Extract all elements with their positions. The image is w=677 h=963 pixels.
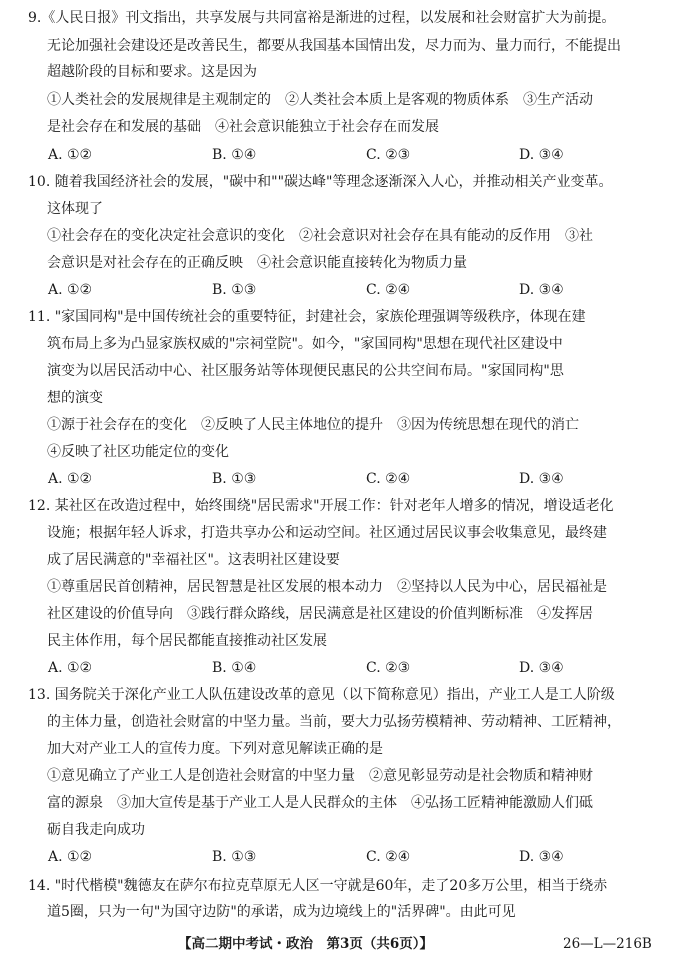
question-11-option: D. ③④ [519, 471, 564, 487]
question-11-line: 想的演变 [47, 390, 103, 406]
question-12-option: A. ①② [48, 660, 93, 676]
question-9-option: D. ③④ [519, 147, 564, 163]
question-9-line: 9.《人民日报》刊文指出，共享发展与共同富裕是渐进的过程，以发展和社会财富扩大为前提。 [28, 10, 616, 26]
question-11-option: B. ①③ [212, 471, 257, 487]
question-14-line: 道5圈，只为一句"为国守边防"的承诺，成为边境线上的"活界碑"。由此可见 [47, 904, 516, 920]
question-13-line: 加大对产业工人的宣传力度。下列对意见解读正确的是 [47, 741, 383, 757]
question-12-option: D. ③④ [519, 660, 564, 676]
question-9-line: ①人类社会的发展规律是主观制定的 ②人类社会本质上是客观的物质体系 ③生产活动 [47, 92, 593, 108]
question-13-line: ①意见确立了产业工人是创造社会财富的中坚力量 ②意见彰显劳动是社会物质和精神财 [47, 768, 593, 784]
question-11-line: ①源于社会存在的变化 ②反映了人民主体地位的提升 ③因为传统思想在现代的消亡 [47, 417, 579, 433]
question-14-line: 14. "时代楷模"魏德友在萨尔布拉克草原无人区一守就是60年，走了20多万公里，相当于绕赤 [28, 878, 608, 894]
question-12-line: 成了居民满意的"幸福社区"。这表明社区建设要 [47, 552, 340, 568]
question-10-line: 10. 随着我国经济社会的发展，"碳中和""碳达峰"等理念逐渐深入人心，并推动相关产业变革。 [28, 174, 613, 190]
question-9-option: B. ①④ [212, 147, 257, 163]
question-10-line: 这体现了 [47, 201, 103, 217]
question-12-line: 社区建设的价值导向 ③践行群众路线，居民满意是社区建设的价值判断标准 ④发挥居 [47, 606, 593, 622]
page-footer-code: 26—L—216B [563, 936, 652, 952]
question-13-line: 富的源泉 ③加大宣传是基于产业工人是人民群众的主体 ④弘扬工匠精神能激励人们砥 [47, 795, 593, 811]
question-10-option: B. ①③ [212, 282, 257, 298]
question-11-option: A. ①② [48, 471, 93, 487]
question-10-line: ①社会存在的变化决定社会意识的变化 ②社会意识对社会存在具有能动的反作用 ③社 [47, 228, 593, 244]
question-12-line: 民主体作用，每个居民都能直接推动社区发展 [47, 633, 327, 649]
question-12-option: C. ②③ [366, 660, 411, 676]
question-13-option: C. ②④ [366, 849, 411, 865]
question-9-line: 超越阶段的目标和要求。这是因为 [47, 64, 257, 80]
question-11-line: 筑布局上多为凸显家族权威的"宗祠堂院"。如今，"家国同构"思想在现代社区建设中 [47, 336, 563, 352]
question-13-line: 砺自我走向成功 [47, 822, 145, 838]
question-10-option: D. ③④ [519, 282, 564, 298]
question-10-line: 会意识是对社会存在的正确反映 ④社会意识能直接转化为物质力量 [47, 255, 467, 271]
question-13-line: 的主体力量，创造社会财富的中坚力量。当前，要大力弘扬劳模精神、劳动精神、工匠精神， [47, 714, 621, 730]
question-9-line: 是社会存在和发展的基础 ④社会意识能独立于社会存在而发展 [47, 119, 439, 135]
question-9-option: A. ①② [48, 147, 93, 163]
question-13-option: D. ③④ [519, 849, 564, 865]
question-11-line: ④反映了社区功能定位的变化 [47, 444, 229, 460]
question-12-line: 设施；根据年轻人诉求，打造共享办公和运动空间。社区通过居民议事会收集意见，最终建 [47, 525, 607, 541]
question-11-line: 11. "家国同构"是中国传统社会的重要特征，封建社会，家族伦理强调等级秩序，体现在建 [28, 309, 586, 325]
question-10-option: C. ②④ [366, 282, 411, 298]
question-9-option: C. ②③ [366, 147, 411, 163]
question-13-line: 13. 国务院关于深化产业工人队伍建设改革的意见（以下简称意见）指出，产业工人是工人阶级 [28, 687, 615, 703]
question-13-option: B. ①③ [212, 849, 257, 865]
question-12-line: 12. 某社区在改造过程中，始终围绕"居民需求"开展工作：针对老年人增多的情况，增设适老化 [28, 498, 614, 514]
question-11-line: 演变为以居民活动中心、社区服务站等体现便民惠民的公共空间布局。"家国同构"思 [47, 363, 564, 379]
question-11-option: C. ②④ [366, 471, 411, 487]
question-12-option: B. ①④ [212, 660, 257, 676]
question-9-line: 无论加强社会建设还是改善民生，都要从我国基本国情出发，尽力而为、量力而行，不能提出 [47, 38, 621, 54]
question-10-option: A. ①② [48, 282, 93, 298]
question-12-line: ①尊重居民首创精神，居民智慧是社区发展的根本动力 ②坚持以人民为中心，居民福祉是 [47, 579, 607, 595]
page-footer-title: 【高二期中考试・政治 第3页（共6页）】 [178, 936, 434, 952]
question-13-option: A. ①② [48, 849, 93, 865]
